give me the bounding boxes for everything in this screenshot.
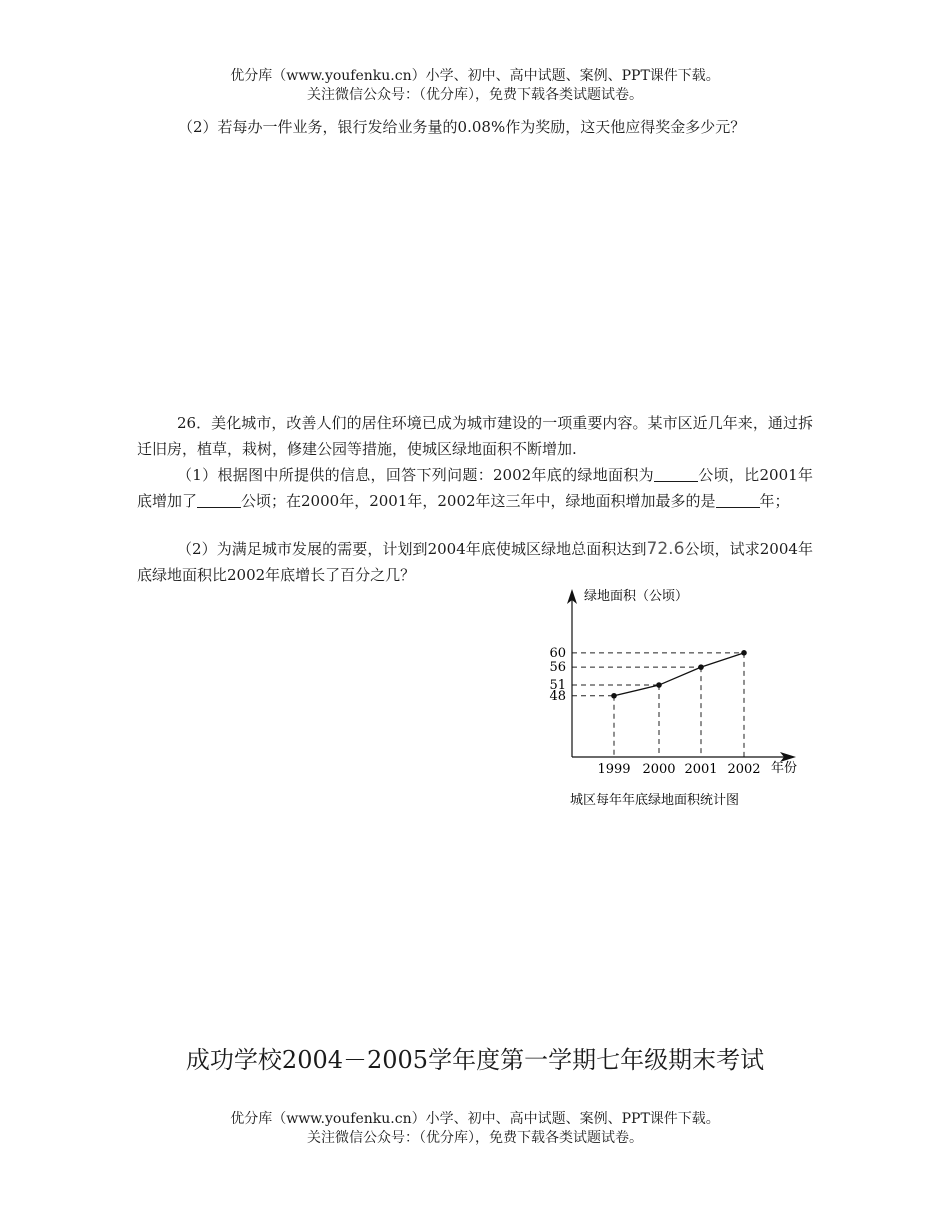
- x-axis-label: 年份: [771, 761, 798, 776]
- chart-title: 城区每年年底绿地面积统计图: [570, 793, 740, 808]
- target-area-value: 72.6: [646, 539, 685, 559]
- x-tick-2000: 2000: [642, 762, 676, 777]
- q26-p1-text-a: （1）根据图中所提供的信息，回答下列问题：2002年底的绿地面积为: [177, 466, 654, 484]
- series-line: [614, 653, 744, 696]
- x-tick-2001: 2001: [684, 762, 718, 777]
- data-point-2001: [698, 664, 704, 670]
- question-25-part-2: （2）若每办一件业务，银行发给业务量的0.08%作为奖励，这天他应得奖金多少元？: [178, 118, 746, 136]
- q26-p1-text-c: 公顷；在2000年，2001年，2002年这三年中，绿地面积增加最多的是: [241, 492, 716, 510]
- footer: [0, 1110, 950, 1148]
- header: [0, 67, 950, 105]
- answer-blank-2: [197, 492, 241, 508]
- footer-line-1: 优分库（www.youfenku.cn）小学、初中、高中试题、案例、PPT课件下载。: [230, 1111, 720, 1127]
- data-point-2002: [741, 650, 747, 656]
- header-line-1: 优分库（www.youfenku.cn）小学、初中、高中试题、案例、PPT课件下载。: [230, 68, 720, 84]
- y-tick-60: 60: [549, 645, 566, 661]
- header-line-2: 关注微信公众号：（优分库），免费下载各类试题试卷。: [307, 87, 643, 103]
- answer-blank-3: [716, 492, 760, 508]
- q26-p2-text-a: （2）为满足城市发展的需要，计划到2004年底使城区绿地总面积达到: [177, 540, 647, 558]
- x-tick-1999: 1999: [597, 762, 631, 777]
- q26-p2-text-b: 公顷，试求2004年底绿地面积比2002年底增长了百分之几？: [137, 540, 813, 584]
- green-area-line-chart: [540, 582, 810, 814]
- answer-blank-1: [654, 466, 698, 482]
- data-point-2000: [656, 682, 662, 688]
- footer-line-2: 关注微信公众号：（优分库），免费下载各类试题试卷。: [307, 1130, 643, 1146]
- chart-dashed-guides: [572, 653, 744, 757]
- y-tick-51: 51: [549, 678, 566, 694]
- question-26-part-2: [137, 536, 813, 588]
- q26-p1-text-b: 公顷，比2001年底增加了: [137, 466, 813, 510]
- data-point-1999: [611, 693, 617, 699]
- y-axis-label: 绿地面积（公顷）: [584, 589, 689, 604]
- question-26-part-1: [137, 462, 813, 514]
- question-26-intro: 26．美化城市，改善人们的居住环境已成为城市建设的一项重要内容。某市区近几年来，通过拆迁旧房，植草，栽树，修建公园等措施，使城区绿地面积不断增加.: [137, 414, 813, 458]
- q26-p1-text-d: 年；: [759, 492, 790, 510]
- y-tick-56: 56: [549, 660, 566, 676]
- exam-title: 成功学校2004－2005学年度第一学期七年级期末考试: [185, 1046, 765, 1074]
- x-tick-2002: 2002: [727, 762, 761, 777]
- y-tick-48: 48: [549, 688, 566, 704]
